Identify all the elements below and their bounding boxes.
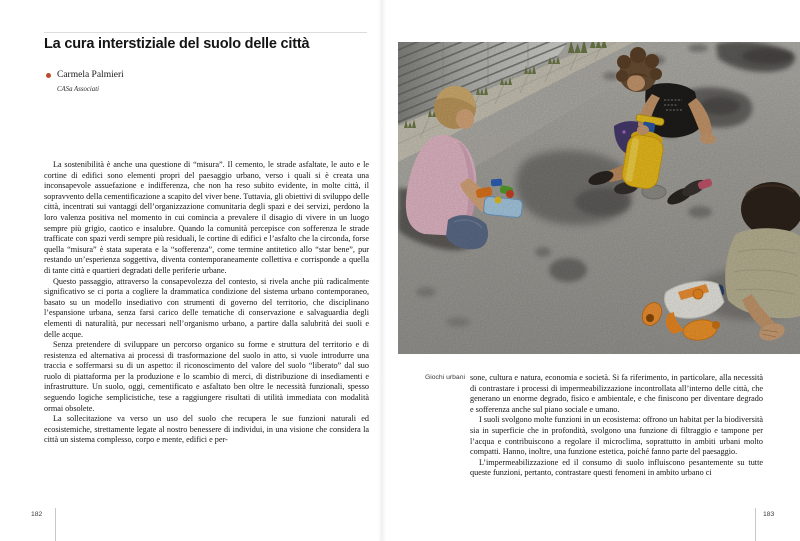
paragraph: La sollecitazione va verso un uso del suolo che recupera le sue funzioni naturali ed ecosistemiche, strettamente legate al nostro benessere di individui, in una visione che considera la città un sistema complesso, corpo e mente, edifici e per- bbox=[44, 414, 369, 445]
page-number-right: 183 bbox=[763, 511, 775, 518]
folio-rule-right bbox=[755, 508, 756, 541]
paragraph: L’impermeabilizzazione ed il consumo di suolo influiscono pesantemente su tutte queste funzioni, pertanto, contrastare questi fenomeni in ambito urbano ci bbox=[470, 457, 763, 478]
photo-caption: Giochi urbani bbox=[424, 374, 465, 381]
paragraph: sone, cultura e natura, economia e società. Si fa riferimento, in particolare, alla necessità di contrastare i processi di impermeabilizzazione incontrollata all’interno delle città, che generano un enorme degrado, fisico e ambientale, e che finiscono per diventare degrado e sofferenza anche sul piano sociale e umano. bbox=[470, 373, 763, 414]
photo-giochi-urbani bbox=[398, 42, 800, 354]
author-row bbox=[46, 70, 124, 80]
paragraph: Senza pretendere di sviluppare un percorso organico su forme e struttura del territorio e di resistenza ed alternativa ai processi di trasformazione del suolo in atto, si vuole introdurre una traccia e soffermarsi su di un aspetto: il riconoscimento del valore del suolo “liberato” dal suo ruolo di piattaforma per la produzione e lo scambio di merci, di distribuzione di insediamenti e infrastrutture. Un suolo, oggi, cementificato e asfaltato ben oltre le necessità funzionali, spesso seguendo logiche semplicistiche, tese a raggiungere risultati di utilità immediata con modalità ormai obsolete. bbox=[44, 340, 369, 413]
folio-rule-left bbox=[55, 508, 56, 541]
author-bullet-icon bbox=[46, 73, 51, 78]
title-rule bbox=[44, 32, 367, 33]
page-number-left: 182 bbox=[31, 511, 43, 518]
paragraph: I suoli svolgono molte funzioni in un ecosistema: offrono un habitat per la biodiversità sia in superficie che in profondità, svolgono una funzione di filtraggio e tampone per l’acqua e contribuiscono a regolare il microclima, soprattutto in ambiti urbani molto compatti. Hanno, inoltre, una funzione estetica, poiché fanno parte del paesaggio. bbox=[470, 415, 763, 457]
author-affiliation: CASa Associati bbox=[57, 86, 99, 93]
body-text-left bbox=[44, 160, 369, 446]
paragraph: Questo passaggio, attraverso la consapevolezza del contesto, si rivela anche più radicalmente significativo se ci porta a cogliere la drammatica condizione del sistema urbano contemporaneo, basato su un modello insediativo con strumenti di governo del territorio, che disciplinano l’espansione urbana, senza farsi carico delle tematiche di conservazione e salvaguardia degli elementi di naturalità, pur necessari nell’organismo urbano, a partire dalla salubrità dei suoli e delle acque. bbox=[44, 276, 369, 339]
gutter-shadow bbox=[378, 0, 386, 541]
body-text-right bbox=[470, 373, 763, 479]
paragraph: La sostenibilità è anche una questione di “misura”. Il cemento, le strade asfaltate, le auto e le cortine di edifici sono elementi propri del paesaggio urbano, verso i quali si è creata una inconsapevole assuefazione e indifferenza, che non ha reso subito evidente, in molte città, il sopravvento della cementificazione a scapito del viver bene. Tuttavia, gli obiettivi di sviluppo delle città, incentrati sui vantaggi dell’organizzazione comunitaria degli spazi e dei servizi, perdono la loro valenza positiva nel momento in cui comincia a prevalere il disagio di vivere in un luogo sempre più grigio, caotico e insalubre. Quando la comunità percepisce con sofferenza le strade trafficate con spazi verdi sempre più residuali, le cortine di edifici e l’asfalto che la circonda, forse quella “misura” è stata superata e la “sofferenza”, come termine antitetico allo “star bene”, pur restando un’esperienza soggettiva, diventa contemporaneamente collettiva e corrisponde a quella di tante città e quartieri degradati delle periferie urbane. bbox=[44, 160, 369, 275]
page-title: La cura interstiziale del suolo delle città bbox=[44, 36, 310, 52]
author-name: Carmela Palmieri bbox=[57, 70, 124, 80]
